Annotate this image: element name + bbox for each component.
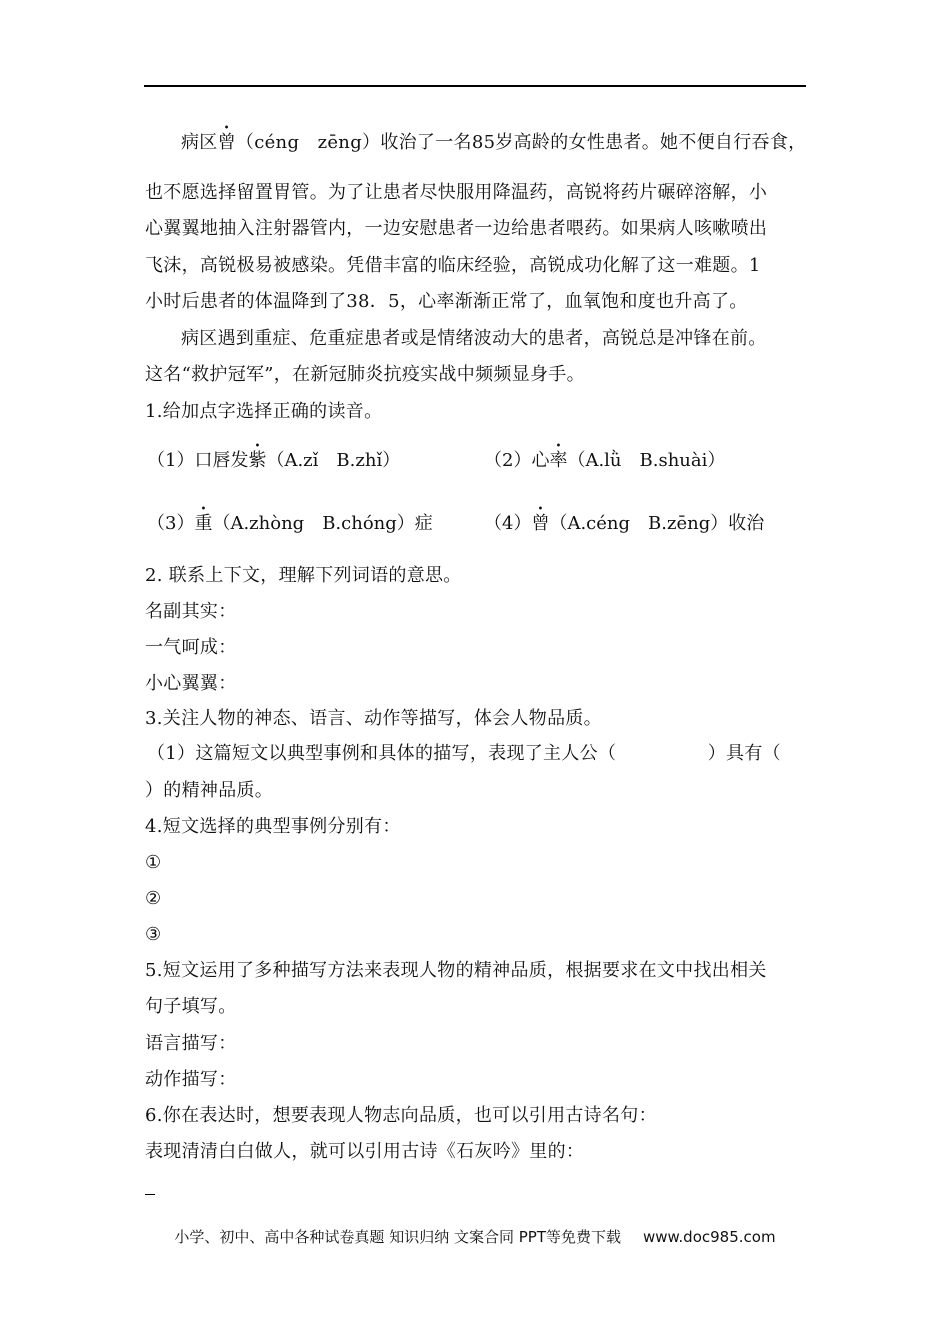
passage-line-1	[181, 132, 806, 154]
passage-line-5: 小时后患者的体温降到了38．5，心率渐渐正常了，血氧饱和度也升高了。	[145, 291, 748, 312]
q6-line: 表现清清白白做人，就可以引用古诗《石灰吟》里的：	[145, 1141, 585, 1162]
dotted-char: 重	[194, 513, 213, 534]
q2-word-1: 名副其实：	[145, 601, 237, 622]
passage-line-3: 心翼翼地抽入注射器管内，一边安慰患者一边给患者喂药。如果病人咳嗽喷出	[145, 218, 768, 239]
item-text: （2）心	[484, 450, 550, 471]
q2-word-2: 一气呵成：	[145, 637, 237, 658]
q4-marker-3: ③	[145, 924, 162, 945]
passage-line-6: 病区遇到重症、危重症患者或是情绪波动大的患者，高锐总是冲锋在前。	[181, 328, 767, 349]
q3-title: 3.关注人物的神态、语言、动作等描写，体会人物品质。	[145, 708, 602, 729]
q4-marker-1: ①	[145, 852, 162, 873]
q2-word-3: 小心翼翼：	[145, 673, 237, 694]
item-text: （A.céng B.zēng）收治	[549, 513, 765, 534]
item-text: （1）口唇发	[147, 450, 249, 471]
footer	[0, 1226, 950, 1247]
q4-title: 4.短文选择的典型事例分别有：	[145, 816, 401, 837]
passage-line-2: 也不愿选择留置胃管。为了让患者尽快服用降温药，高锐将药片碾碎溶解，小	[145, 182, 768, 203]
q6-title: 6.你在表达时，想要表现人物志向品质，也可以引用古诗名句：	[145, 1105, 657, 1126]
q4-marker-2: ②	[145, 888, 162, 909]
answer-blank	[145, 1194, 155, 1195]
dotted-char: 曾	[217, 132, 236, 153]
q1-item-3	[147, 513, 433, 535]
q3-line-2: ）的精神品质。	[145, 780, 274, 801]
q1-item-2	[484, 450, 725, 472]
item-text: （4）	[484, 513, 532, 534]
passage-text: （céng zēng）收治了一名85岁高龄的女性患者。她不便自行吞食，	[235, 132, 807, 153]
item-text: （A.zhòng B.chóng）症	[212, 513, 433, 534]
header-rule	[144, 85, 806, 87]
q2-title: 2. 联系上下文，理解下列词语的意思。	[145, 565, 462, 586]
q5-title-1: 5.短文运用了多种描写方法来表现人物的精神品质，根据要求在文中找出相关	[145, 960, 767, 981]
q5-title-2: 句子填写。	[145, 996, 237, 1017]
passage-text: 病区	[181, 132, 218, 153]
q1-item-4	[484, 513, 764, 535]
passage-line-7: 这名“救护冠军”，在新冠肺炎抗疫实战中频频显身手。	[145, 364, 585, 385]
footer-url[interactable]: www.doc985.com	[642, 1228, 776, 1246]
item-text: （A.zǐ B.zhǐ）	[266, 450, 401, 471]
dotted-char: 曾	[531, 513, 550, 534]
item-text: （3）	[147, 513, 195, 534]
dotted-char: 率	[549, 450, 568, 471]
footer-text: 小学、初中、高中各种试卷真题 知识归纳 文案合同 PPT等免费下载	[174, 1228, 621, 1246]
q5-answer-2: 动作描写：	[145, 1069, 237, 1090]
q1-title: 1.给加点字选择正确的读音。	[145, 401, 383, 422]
item-text: （A.lǜ B.shuài）	[567, 450, 726, 471]
passage-line-4: 飞沫，高锐极易被感染。凭借丰富的临床经验，高锐成功化解了这一难题。1	[145, 255, 761, 276]
q5-answer-1: 语言描写：	[145, 1033, 237, 1054]
dotted-char: 紫	[248, 450, 267, 471]
q3-line-1: （1）这篇短文以典型事例和具体的描写，表现了主人公（ ）具有（	[147, 743, 781, 764]
q1-item-1	[147, 450, 400, 472]
